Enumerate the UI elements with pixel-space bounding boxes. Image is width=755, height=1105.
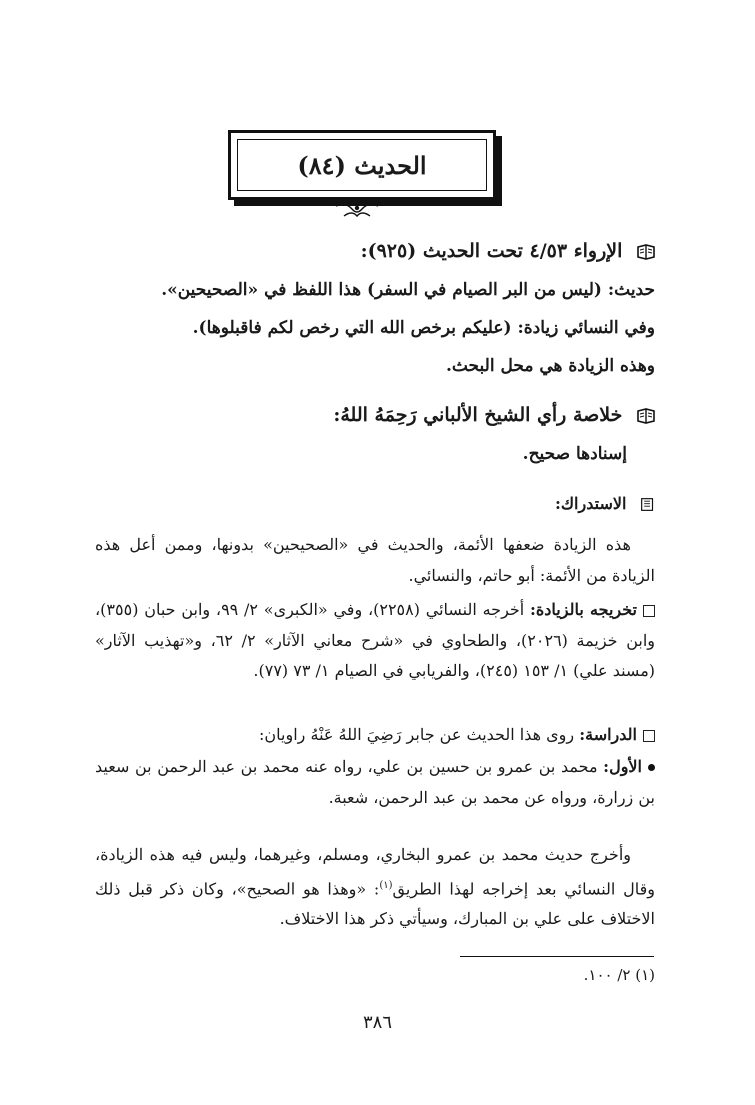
dirasa-label: الدراسة: [579, 725, 637, 744]
summary-heading-text: خلاصة رأي الشيخ الألباني رَحِمَهُ اللهُ: [333, 404, 623, 426]
awwal-text: محمد بن عمرو بن حسين بن علي، رواه عنه محمد بن عبد الرحمن بن سعيد بن زرارة، ورواه عن محمد بن عبد الرحمن، شعبة. [95, 757, 655, 807]
dirasa-paragraph [95, 720, 655, 751]
istidrak-heading-text: الاستدراك: [554, 494, 627, 513]
irwa-line-1: حديث: (ليس من البر الصيام في السفر) هذا اللفظ في «الصحيحين». [161, 280, 655, 300]
irwa-line-2: وفي النسائي زيادة: (عليكم برخص الله التي رخص لكم فاقبلوها). [192, 318, 655, 338]
istidrak-heading [555, 494, 655, 513]
last-paragraph-a: وأخرج حديث محمد بن عمرو البخاري، ومسلم، وغيرهما، وليس فيه هذه الزيادة، وقال النسائي بعد إخراجه لهذا الطريق [95, 845, 655, 898]
footnote: (١) ٢/ ١٠٠. [583, 966, 655, 984]
istidrak-paragraph-1: هذه الزيادة ضعفها الأئمة، والحديث في «الصحيحين» بدونها، وممن أعل هذه الزيادة من الأئمة: أبو حاتم، والنسائي. [95, 535, 655, 585]
page-number: ٣٨٦ [362, 1012, 392, 1033]
last-paragraph-b: : «وهذا هو الصحيح»، وكان ذكر قبل ذلك الاختلاف على علي بن المبارك، وسيأتي ذكر هذا الاختلاف. [95, 878, 655, 929]
takhrij-paragraph [95, 595, 655, 687]
summary-text: إسنادها صحيح. [522, 444, 627, 464]
summary-heading [333, 404, 655, 426]
checkbox-icon [643, 730, 655, 742]
irwa-heading-text: الإرواء ٤/٥٣ تحت الحديث (٩٢٥): [360, 240, 623, 262]
bullet-icon [648, 764, 655, 771]
dirasa-text: روى هذا الحديث عن جابر رَضِيَ اللهُ عَنْهُ راويان: [259, 725, 580, 744]
ornament-icon [332, 200, 382, 222]
last-paragraph [95, 840, 655, 935]
awwal-label: الأول: [603, 757, 642, 776]
title-frame [228, 130, 496, 200]
checkbox-icon [643, 605, 655, 617]
footnote-marker: (١) [379, 879, 393, 891]
awwal-paragraph [95, 752, 655, 813]
takhrij-text: أخرجه النسائي (٢٢٥٨)، وفي «الكبرى» ٢/ ٩٩، وابن حبان (٣٥٥)، وابن خزيمة (٢٠٢٦)، والطحاوي في «شرح معاني الآثار» ٢/ ٦٢، و«تهذيب الآثار» (مسند علي) ١/ ١٥٣ (٢٤٥)، والفريابي في الصيام ١/ ٧٣ (٧٧). [95, 600, 656, 680]
irwa-heading [361, 240, 655, 262]
book-icon [637, 244, 655, 260]
book-icon [637, 408, 655, 424]
takhrij-label: تخريجه بالزيادة: [530, 600, 638, 619]
irwa-line-3: وهذه الزيادة هي محل البحث. [445, 356, 655, 376]
page-title: الحديث (٨٤) [297, 150, 427, 180]
footnote-divider [460, 956, 654, 957]
open-book-icon [640, 497, 655, 512]
